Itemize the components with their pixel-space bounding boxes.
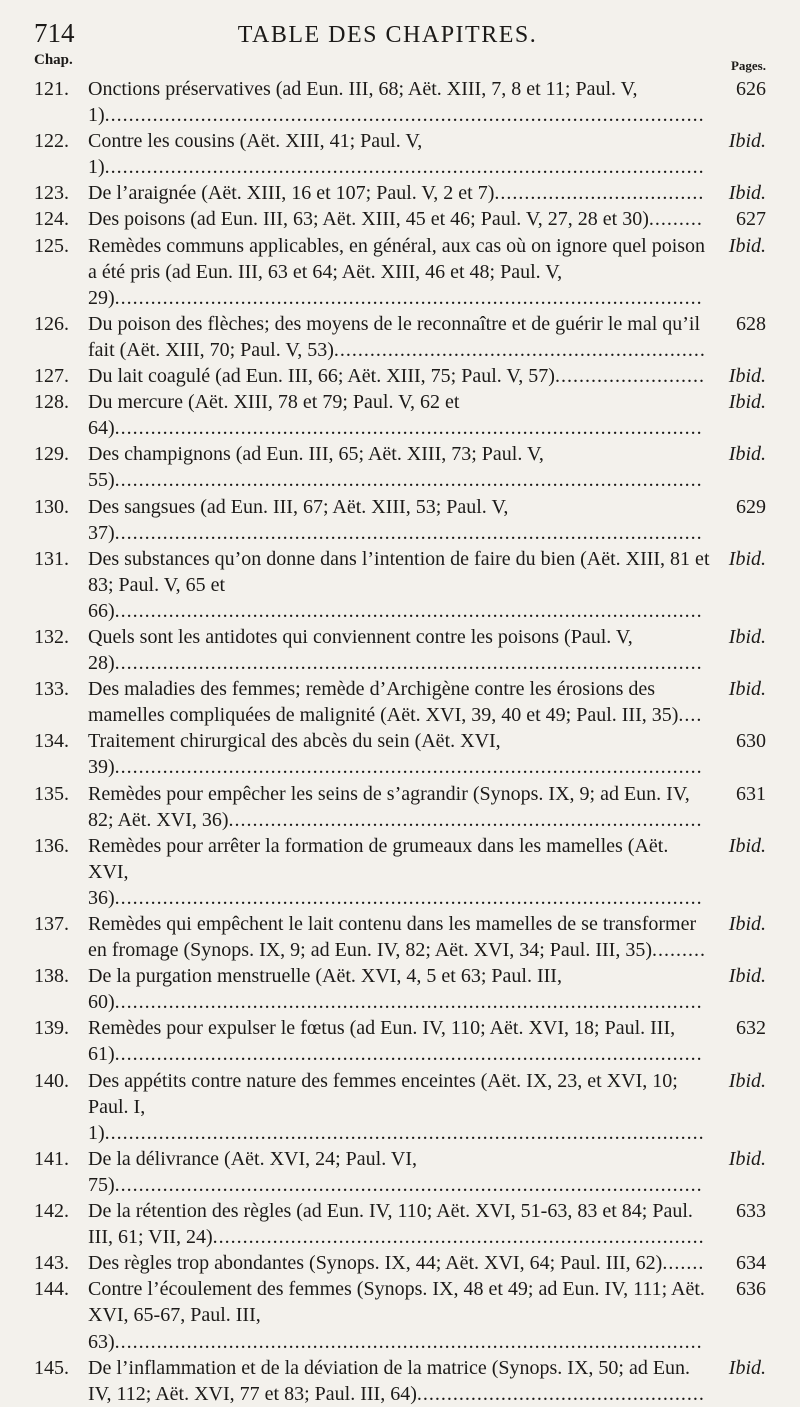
toc-entry [34, 233, 766, 311]
chapter-title: Des champignons (ad Eun. III, 65; Aët. XIII, 73; Paul. V, 55).................................................................................................. [88, 443, 703, 492]
chapter-title: Remèdes pour empêcher les seins de s’agrandir (Synops. IX, 9; ad Eun. IV, 82; Aët. XVI, 36)............................................................................... [88, 782, 703, 831]
chapter-number: 138. [34, 965, 69, 988]
page-reference: Ibid. [728, 1069, 766, 1092]
chapter-number: 131. [34, 547, 69, 570]
chapter-title: Remèdes pour expulser le fœtus (ad Eun. IV, 110; Aët. XVI, 18; Paul. III, 61).................................................................................................. [88, 1017, 703, 1066]
page-reference: 633 [736, 1200, 766, 1223]
toc-entry [34, 1015, 766, 1067]
running-title: TABLE DES CHAPITRES. [237, 22, 538, 48]
dot-leader: .................................................................................................. [114, 1330, 703, 1353]
chapter-number: 125. [34, 234, 69, 257]
toc-entry [34, 911, 766, 963]
chapter-number: 126. [34, 312, 69, 335]
toc-entry [34, 1146, 766, 1198]
toc-entry [34, 833, 766, 911]
page-reference: 634 [736, 1252, 766, 1275]
chapter-title: Traitement chirurgical des abcès du sein (Aët. XVI, 39).................................................................................................. [88, 730, 703, 779]
dot-leader: .................................................................................................. [114, 886, 703, 909]
toc-entry [34, 676, 766, 728]
dot-leader: ......................... [554, 365, 705, 388]
toc-entry [34, 206, 766, 232]
chapter-title: Remèdes qui empêchent le lait contenu dans les mamelles de se transformer en fromage (Synops. IX, 9; ad Eun. IV, 82; Aët. XVI, 34; Paul. III, 35)......... [88, 913, 706, 962]
toc-entry [34, 311, 766, 363]
chapter-title: Du lait coagulé (ad Eun. III, 66; Aët. XIII, 75; Paul. V, 57)......................... [88, 365, 705, 388]
chapter-column-heading: Chap. [34, 52, 73, 68]
toc-entry [34, 441, 766, 493]
chapter-title: Du mercure (Aët. XIII, 78 et 79; Paul. V, 62 et 64).................................................................................................. [88, 391, 703, 440]
toc-entry [34, 728, 766, 780]
toc-entry [34, 1355, 766, 1407]
toc-entry [34, 1068, 766, 1146]
page-reference: Ibid. [728, 1356, 766, 1379]
page-reference: Ibid. [728, 965, 766, 988]
chapter-number: 145. [34, 1356, 69, 1379]
chapter-title: Onctions préservatives (ad Eun. III, 68; Aët. XIII, 7, 8 et 11; Paul. V, 1).................................................................................................... [88, 78, 705, 127]
chapter-number: 133. [34, 678, 69, 701]
toc-entry [34, 963, 766, 1015]
chapter-number: 129. [34, 443, 69, 466]
toc-entry [34, 546, 766, 624]
chapter-number: 141. [34, 1147, 69, 1170]
chapter-title: Des sangsues (ad Eun. III, 67; Aët. XIII, 53; Paul. V, 37).................................................................................................. [88, 495, 703, 544]
chapter-number: 139. [34, 1017, 69, 1040]
toc-entry [34, 180, 766, 206]
page-reference: 636 [736, 1278, 766, 1301]
dot-leader: .................................................................................................... [104, 1121, 705, 1144]
chapter-title: Contre l’écoulement des femmes (Synops. IX, 48 et 49; ad Eun. IV, 111; Aët. XVI, 65-67, Paul. III, 63).................................................................................................. [88, 1278, 705, 1353]
chapter-number: 123. [34, 182, 69, 205]
dot-leader: .............................................................. [333, 338, 706, 361]
dot-leader: ....... [662, 1252, 705, 1275]
dot-leader: .................................................................................................... [104, 104, 705, 127]
page-reference: Ibid. [728, 234, 766, 257]
page-reference: Ibid. [728, 391, 766, 414]
dot-leader: ......... [651, 939, 706, 962]
chapter-number: 128. [34, 391, 69, 414]
dot-leader: ................................................ [416, 1382, 705, 1405]
chapter-title: Quels sont les antidotes qui conviennent contre les poisons (Paul. V, 28).................................................................................................. [88, 625, 703, 675]
chapter-number: 137. [34, 913, 69, 935]
dot-leader: .................................................................................................. [114, 1043, 703, 1066]
dot-leader: .................................................................................................... [104, 156, 705, 179]
chapter-number: 144. [34, 1278, 69, 1301]
dot-leader: .................................................................................................. [114, 417, 703, 440]
chapter-title: De l’araignée (Aët. XIII, 16 et 107; Paul. V, 2 et 7)................................... [88, 182, 705, 205]
chapter-title: Contre les cousins (Aët. XIII, 41; Paul. V, 1).................................................................................................... [88, 130, 705, 179]
page-reference: Ibid. [728, 547, 766, 570]
page-reference: Ibid. [728, 182, 766, 205]
dot-leader: .................................................................................................. [114, 286, 703, 309]
chapter-number: 140. [34, 1069, 69, 1092]
dot-leader: .................................................................................................. [114, 469, 703, 492]
dot-leader: .... [678, 704, 703, 727]
chapter-number: 143. [34, 1252, 69, 1275]
dot-leader: .................................................................................................. [114, 652, 703, 675]
chapter-title: Des appétits contre nature des femmes enceintes (Aët. IX, 23, et XVI, 10; Paul. I, 1).................................................................................................... [88, 1069, 705, 1144]
chapter-title: De la purgation menstruelle (Aët. XVI, 4, 5 et 63; Paul. III, 60).................................................................................................. [88, 965, 703, 1014]
page-reference: 628 [736, 312, 766, 335]
chapter-title: De l’inflammation et de la déviation de la matrice (Synops. IX, 50; ad Eun. IV, 112; Aët. XVI, 77 et 83; Paul. III, 64)................................................ [88, 1356, 705, 1405]
dot-leader: ................................... [494, 182, 705, 205]
chapter-title: Des poisons (ad Eun. III, 63; Aët. XIII, 45 et 46; Paul. V, 27, 28 et 30)......... [88, 208, 703, 231]
chapter-title: Des substances qu’on donne dans l’intention de faire du bien (Aët. XIII, 81 et 83; Paul. V, 65 et 66).................................................................................................. [88, 547, 710, 622]
toc-entry [34, 1276, 766, 1354]
chapter-number: 122. [34, 130, 69, 153]
page-reference: 626 [736, 78, 766, 100]
toc-entry [34, 1250, 766, 1276]
page-reference: Ibid. [728, 913, 766, 935]
page-reference: Ibid. [728, 443, 766, 466]
toc-entry [34, 781, 766, 833]
chapter-title: Des règles trop abondantes (Synops. IX, 44; Aët. XVI, 64; Paul. III, 62)....... [88, 1252, 705, 1275]
dot-leader: .................................................................................................. [114, 756, 703, 779]
dot-leader: .................................................................................................. [114, 521, 703, 544]
chapter-number: 132. [34, 625, 69, 648]
toc-entry [34, 128, 766, 180]
dot-leader: .................................................................................................. [114, 1173, 703, 1196]
chapter-number: 142. [34, 1200, 69, 1223]
chapter-title: De la rétention des règles (ad Eun. IV, 110; Aët. XVI, 51-63, 83 et 84; Paul. III, 61; VII, 24).................................................................................. [88, 1200, 705, 1249]
toc-entry [34, 494, 766, 546]
column-headings [34, 52, 766, 76]
chapter-number: 124. [34, 208, 69, 231]
page-reference: 631 [736, 782, 766, 805]
chapter-number: 136. [34, 834, 69, 857]
chapter-number: 130. [34, 495, 69, 518]
chapter-number: 134. [34, 730, 69, 753]
pages-column-heading: Pages. [730, 58, 766, 73]
dot-leader: ......... [648, 208, 703, 231]
page-reference: Ibid. [728, 834, 766, 857]
toc-entry [34, 389, 766, 441]
chapter-number: 135. [34, 782, 69, 805]
dot-leader: ............................................................................... [228, 808, 703, 831]
page-reference: Ibid. [728, 678, 766, 701]
chapter-title: Du poison des flèches; des moyens de le reconnaître et de guérir le mal qu’il fait (Aët. XIII, 70; Paul. V, 53).............................................................. [88, 312, 706, 361]
chapter-title: Des maladies des femmes; remède d’Archigène contre les érosions des mamelles compliquées de malignité (Aët. XVI, 39, 40 et 49; Paul. III, 35).... [88, 678, 703, 727]
page-reference: 632 [736, 1017, 766, 1040]
chapter-title: De la délivrance (Aët. XVI, 24; Paul. VI, 75).................................................................................................. [88, 1147, 703, 1196]
page-reference: 629 [736, 495, 766, 518]
chapter-title: Remèdes pour arrêter la formation de grumeaux dans les mamelles (Aët. XVI, 36).................................................................................................. [88, 834, 703, 909]
toc-entry [34, 624, 766, 676]
dot-leader: .................................................................................................. [114, 599, 703, 622]
page-reference: 627 [736, 208, 766, 231]
toc-entry [34, 76, 766, 128]
toc-entry [34, 1198, 766, 1250]
page-reference: Ibid. [728, 365, 766, 388]
page-reference: Ibid. [728, 130, 766, 153]
chapter-title: Remèdes communs applicables, en général, aux cas où on ignore quel poison a été pris (ad Eun. III, 63 et 64; Aët. XIII, 46 et 48; Paul. V, 29).................................................................................................. [88, 234, 706, 309]
chapter-number: 121. [34, 78, 69, 100]
dot-leader: .................................................................................................. [114, 991, 703, 1014]
page-number: 714 [34, 18, 75, 48]
table-of-contents [34, 76, 766, 1407]
chapter-number: 127. [34, 365, 69, 388]
page-reference: 630 [736, 730, 766, 753]
page-reference: Ibid. [728, 625, 766, 648]
toc-entry [34, 363, 766, 389]
page-header [34, 18, 766, 52]
dot-leader: .................................................................................. [212, 1226, 705, 1249]
page-reference: Ibid. [728, 1147, 766, 1170]
